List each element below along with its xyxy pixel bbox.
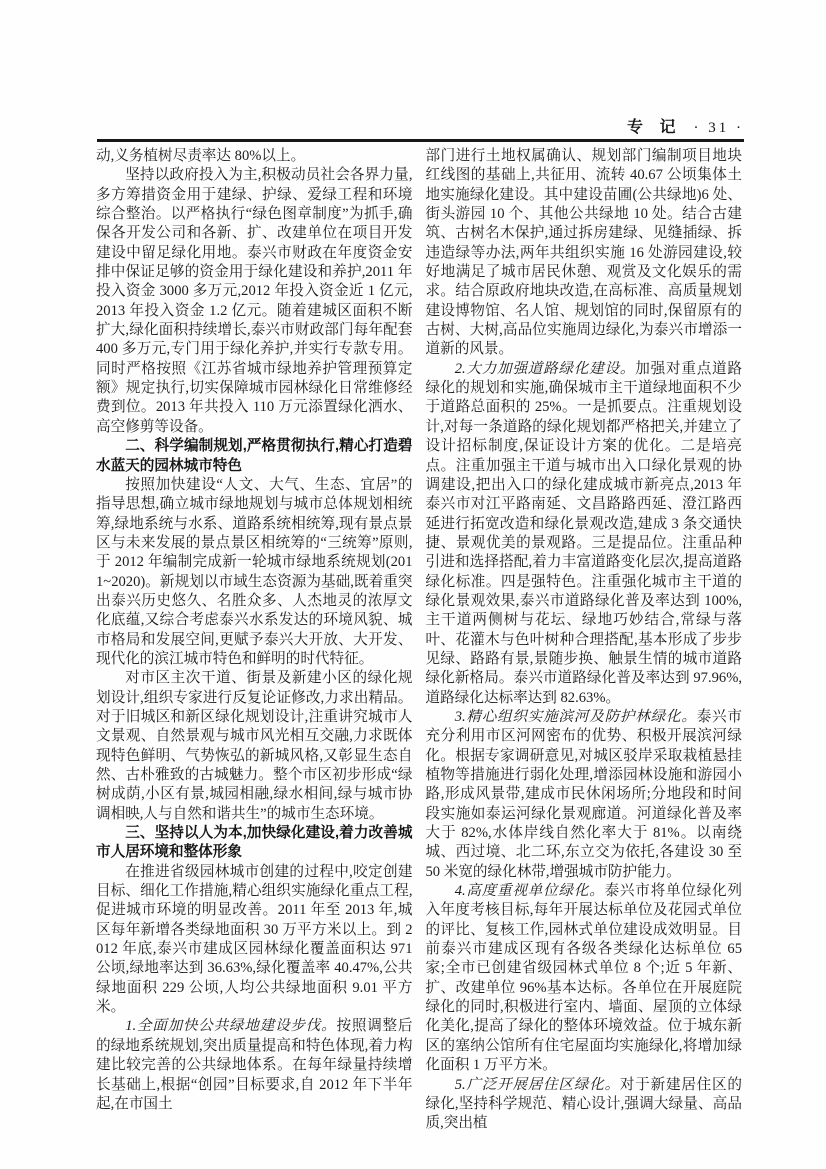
item-leader: 3.精心组织实施滨河及防护林绿化。 xyxy=(454,708,697,725)
section-label: 专 记 xyxy=(627,119,682,136)
paragraph-text: 对于新建居住区的绿化,坚持科学规范、精心设计,强调大绿量、高品质,突出植 xyxy=(425,1076,742,1132)
paragraph xyxy=(426,1076,743,1134)
paragraph-text: 加强对重点道路绿化的规划和实施,确保城市主干道绿地面积不少于道路总面积的 25%。一是抓要点。注重规划设计,对每一条道路的绿化规划都严格把关,并建立了设计招标制度,保证设计方案的优化。二是培亮点。注重加强主干道与城市出入口绿化景观的协调建设,把出入口的绿化建成城市新亮点,2013 年泰兴市对江平路南延、文昌路路西延、澄江路西延进行拓宽改造和绿化景观改造,建成 3 条交通快捷、景观优美的景观路。三是提品位。注重品种引进和选择搭配,着力丰富道路变化层次,提高道路绿化标准。四是强特色。注重强化城市主干道的绿化景观效果,泰兴市道路绿化普及率达到 100%,主干道两侧树与花坛、绿地巧妙结合,常绿与落叶、花灌木与色叶树种合理搭配,基本形成了步步见绿、路路有景,景随步换、触景生情的城市道路绿化新格局。泰兴市道路绿化普及率达到 97.96%,道路绿化达标率达到 82.63%。 xyxy=(425,360,742,706)
paragraph-text: 泰兴市充分利用市区河网密布的优势、积极开展滨河绿化。根据专家调研意见,对城区驳岸采取栽植悬挂植物等措施进行弱化处理,增添园林设施和游园小路,形成风景带,建成市民休闲场所;分地段和时间段实施如泰运河绿化景观廊道。河道绿化普及率大于 82%,水体岸线自然化率大于 81%。以南绕城、西过境、北二环,东立交为依托,各建设 30 至 50 米宽的绿化林带,增强城市防护能力。 xyxy=(425,708,742,880)
paragraph xyxy=(426,708,743,882)
item-leader: 4.高度重视单位绿化。 xyxy=(454,883,605,900)
paragraph: 部门进行土地权属确认、规划部门编制项目地块红线图的基础上,共征用、流转 40.67 公顷集体土地实施绿化建设。其中建设苗圃(公共绿地)6 处、街头游园 10 个、其他公共绿地 10 处。结合古建筑、古树名木保护,通过拆房建绿、见缝插绿、拆违造绿等办法,两年共组织实施 16 处游园建设,较好地满足了城市居民休憩、观赏及文化娱乐的需求。结合原政府地块改造,在高标准、高质量规划建设博物馆、名人馆、规划馆的同时,保留原有的古树、大树,高品位实施周边绿化,为泰兴市增添一道新的风景。 xyxy=(425,148,742,358)
column-left xyxy=(96,147,413,1134)
item-leader: 1.全面加快公共绿地建设步伐。 xyxy=(125,1018,337,1035)
page-header xyxy=(96,114,744,137)
paragraph: 动,义务植树尽责率达 80%以上。 xyxy=(96,148,306,164)
paragraph-text: 泰兴市将单位绿化列入年度考核目标,每年开展达标单位及花园式单位的评比、复核工作,园林式单位建设成效明显。目前泰兴市建成区现有各级各类绿化达标单位 65 家;全市已创建省级园林式单位 8 个;近 5 年新、扩、改建单位 96%基本达标。各单位在开展庭院绿化的同时,积极进行室内、墙面、屋顶的立体绿化美化,提高了绿化的整体环境效益。位于城东新区的塞纳公馆所有住宅屋面均实施绿化,将增加绿化面积 1 万平方米。 xyxy=(425,883,742,1074)
header-rule xyxy=(97,139,744,142)
section-heading: 二、科学编制规划,严格贯彻执行,精心打造碧水蓝天的园林城市特色 xyxy=(96,438,413,474)
paragraph: 按照加快建设“人文、大气、生态、宜居”的指导思想,确立城市绿地规划与城市总体规划相统筹,绿地系统与水系、道路系统相统筹,现有景点景区与未来发展的景点景区相统筹的“三统筹”原则,于 2012 年编制完成新一轮城市绿地系统规划(2011~2020)。新规划以市域生态资源为基础,既着重突出泰兴历史悠久、名胜众多、人杰地灵的浓厚文化底蕴,又综合考虑泰兴水系发达的环境风貌、城市格局和发展空间,更赋予泰兴大开放、大开发、现代化的滨江城市特色和鲜明的时代特征。 xyxy=(96,476,413,667)
item-leader: 5.广泛开展居住区绿化。 xyxy=(454,1076,620,1093)
paragraph xyxy=(96,1017,413,1114)
paragraph: 在推进省级园林城市创建的过程中,咬定创建目标、细化工作措施,精心组织实施绿化重点工程,促进城市环境的明显改善。2011 年至 2013 年,城区每年新增各类绿地面积 30 万平方米以上。到 2012 年底,泰兴市建成区园林绿化覆盖面积达 971 公顷,绿地率达到 36.63%,绿化覆盖率 40.47%,公共绿地面积 229 公顷,人均公共绿地面积 9.01 平方米。 xyxy=(96,863,413,1016)
column-right xyxy=(426,147,743,1134)
paragraph xyxy=(426,360,743,708)
section-heading: 三、坚持以人为本,加快绿化建设,着力改善城市人居环境和整体形象 xyxy=(96,825,413,861)
paragraph: 对市区主次干道、街景及新建小区的绿化规划设计,组织专家进行反复论证修改,力求出精品。对于旧城区和新区绿化规划设计,注重讲究城市人文景观、自然景观与城市风光相互交融,力求既体现特色鲜明、气势恢弘的新城风格,又彰显生态自然、古朴雅致的古城魅力。整个市区初步形成“绿树成荫,小区有景,城园相融,绿水相间,绿与城市协调相映,人与自然和谐共生”的城市生态环境。 xyxy=(96,670,413,822)
paragraph-text: 按照调整后的绿地系统规划,突出质量提高和特色体现,着力构建比较完善的公共绿地体系。在每年绿量持续增长基础上,根据“创园”目标要求,自 2012 年下半年起,在市国土 xyxy=(96,1018,413,1112)
page-number: · 31 · xyxy=(693,120,744,136)
page-content xyxy=(96,147,742,1134)
paragraph: 坚持以政府投入为主,积极动员社会各界力量,多方筹措资金用于建绿、护绿、爱绿工程和环境综合整治。以严格执行“绿色图章制度”为抓手,确保各开发公司和各新、扩、改建单位在项目开发建设中留足绿化用地。泰兴市财政在年度资金安排中保证足够的资金用于绿化建设和养护,2011 年投入资金 3000 多万元,2012 年投入资金近 1 亿元,2013 年投入资金 1.2 亿元。随着建城区面积不断扩大,绿化面积持续增长,泰兴市财政部门每年配套 400 多万元,专门用于绿化养护,并实行专款专用。同时严格按照《江苏省城市绿地养护管理预算定额》规定执行,切实保障城市园林绿化日常维修经费到位。2013 年共投入 110 万元添置绿化洒水、高空修剪等设备。 xyxy=(96,167,413,435)
item-leader: 2.大力加强道路绿化建设。 xyxy=(454,360,636,377)
paragraph xyxy=(426,882,743,1075)
